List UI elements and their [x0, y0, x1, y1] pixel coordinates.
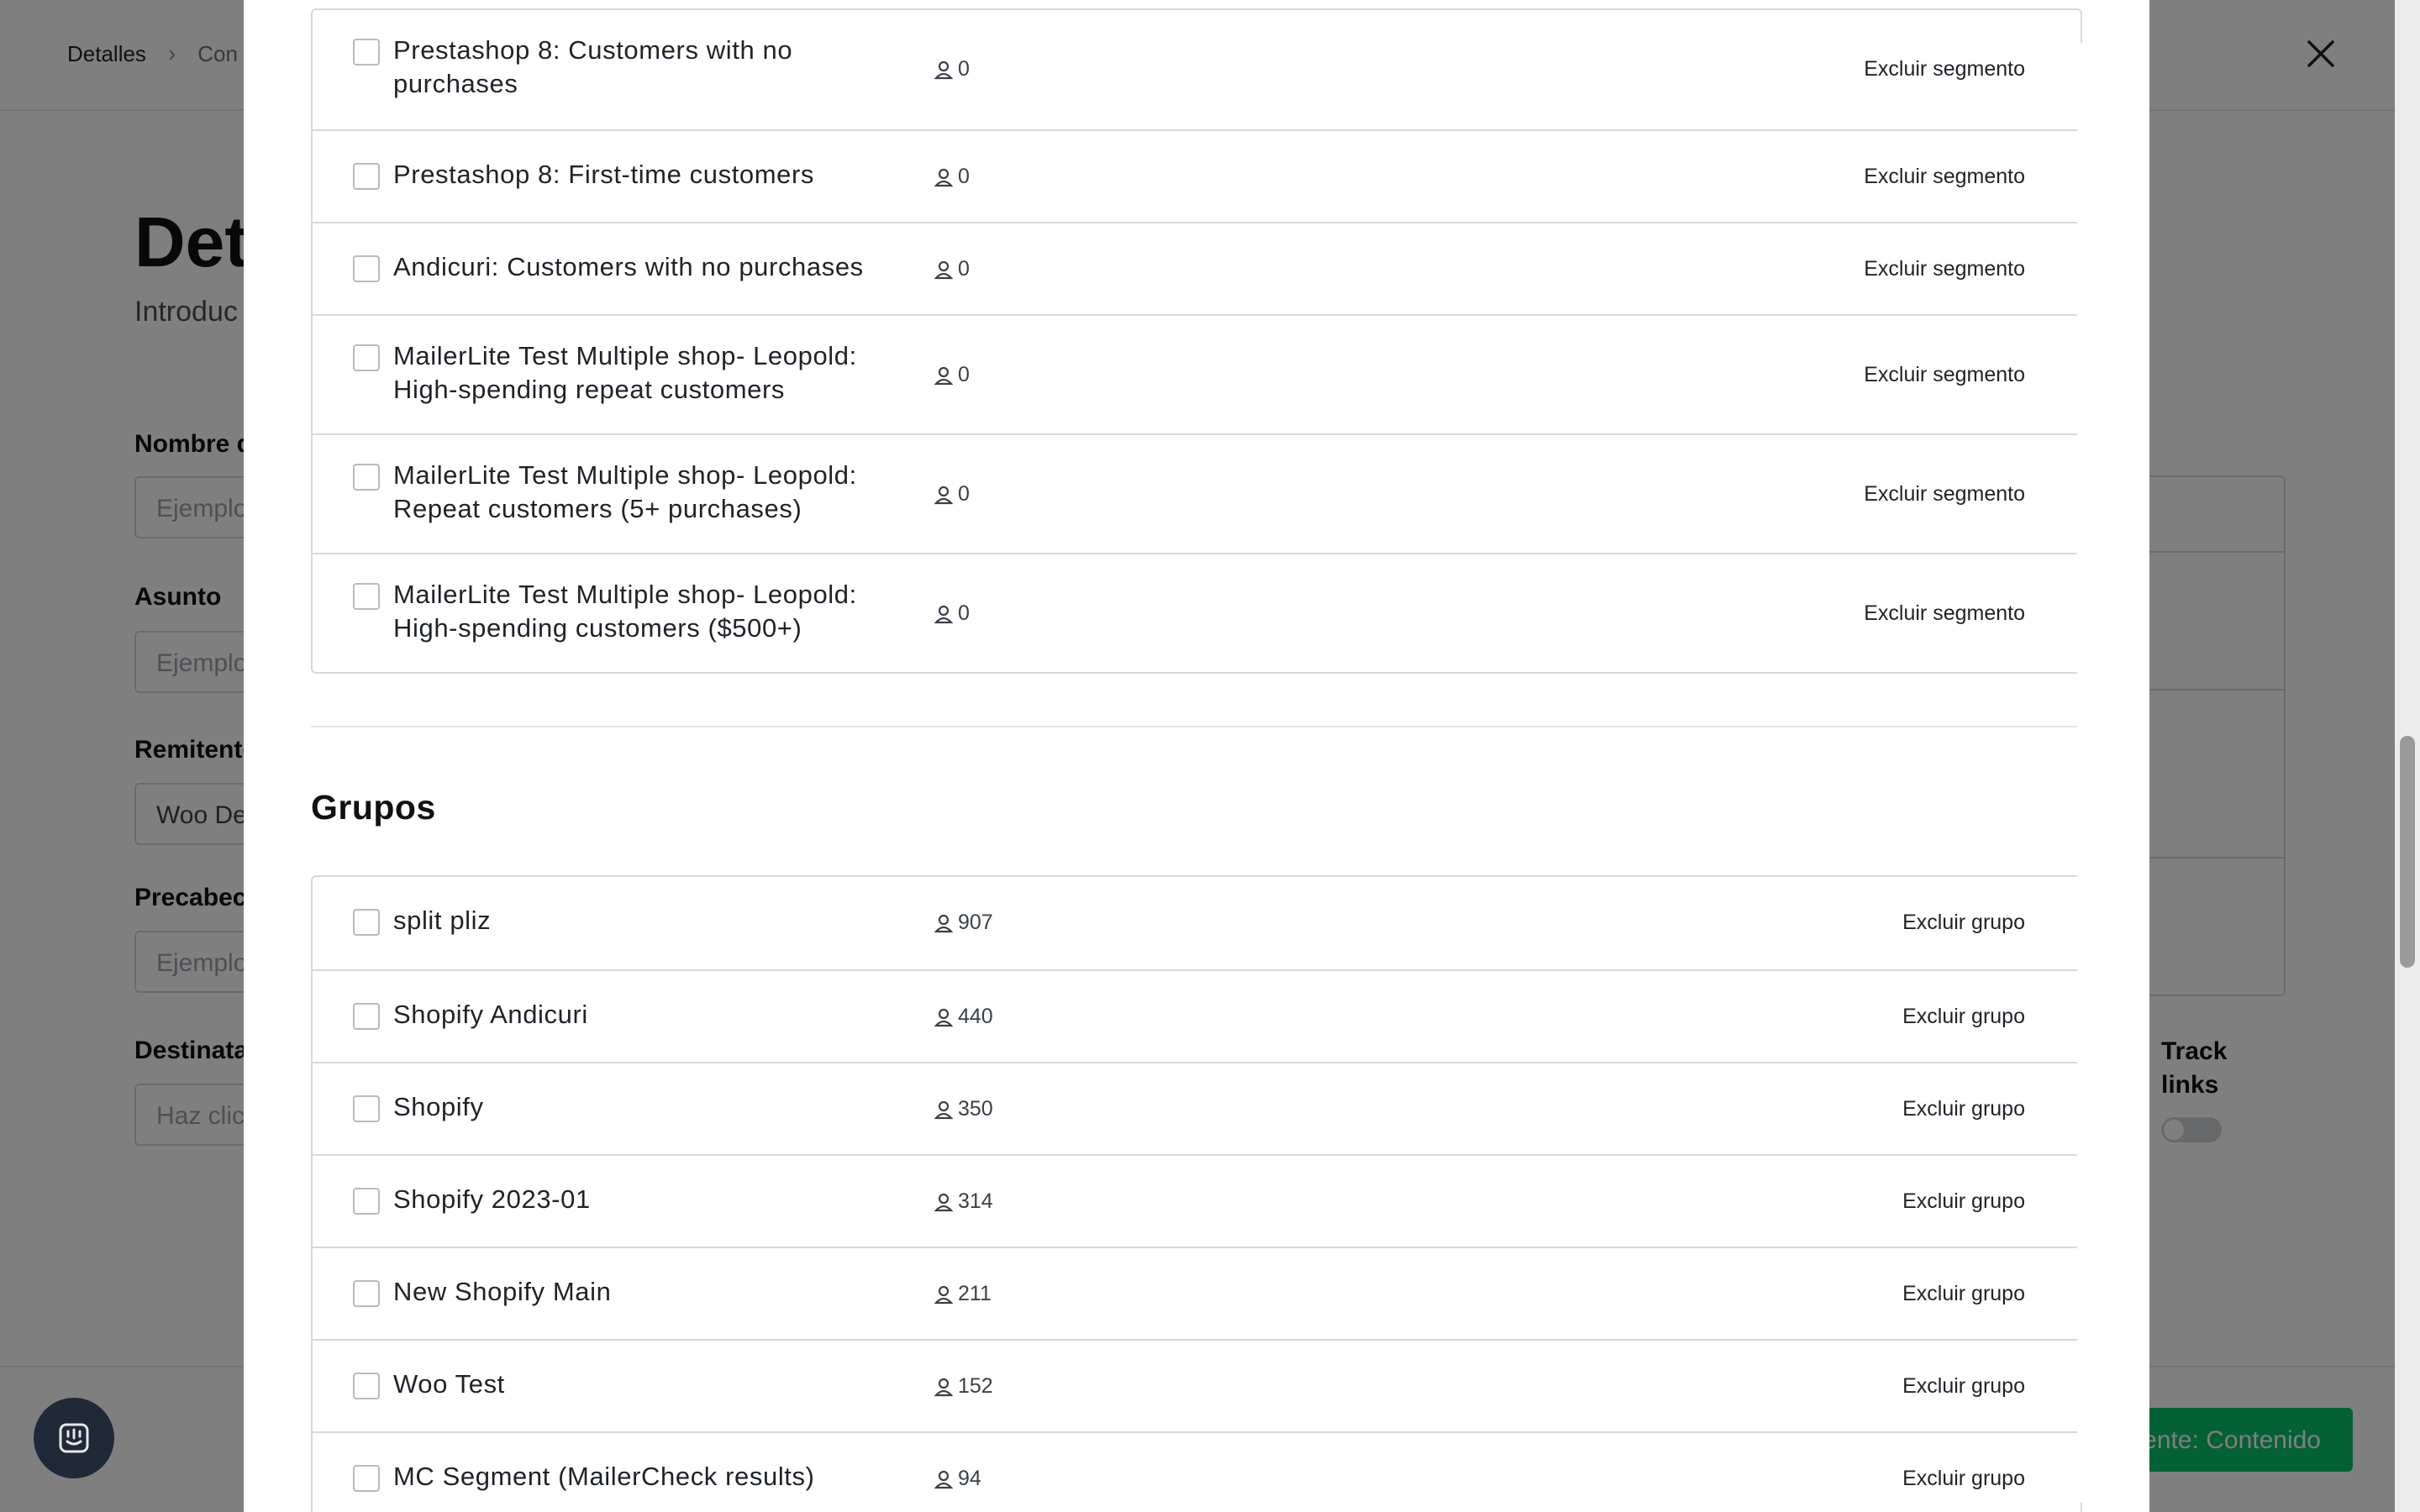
- subscriber-count: 0: [934, 57, 970, 81]
- segment-name: MailerLite Test Multiple shop- Leopold: High-spending repeat customers: [393, 341, 857, 404]
- segment-name: MailerLite Test Multiple shop- Leopold: Repeat customers (5+ purchases): [393, 460, 857, 523]
- subscriber-count: 0: [934, 257, 970, 281]
- user-icon: [934, 485, 953, 505]
- subscriber-count: 0: [934, 165, 970, 189]
- group-name: MC Segment (MailerCheck results): [393, 1462, 815, 1491]
- subscriber-count: 907: [934, 911, 993, 935]
- list-item[interactable]: [313, 1062, 2081, 1154]
- group-name: split pliz: [393, 906, 492, 935]
- segment-name: Prestashop 8: First-time customers: [393, 160, 815, 189]
- segment-checkbox[interactable]: [353, 344, 380, 371]
- user-icon: [934, 60, 953, 80]
- user-icon: [934, 913, 953, 933]
- exclude-group-button[interactable]: Excluir grupo: [1902, 1374, 2025, 1398]
- group-name: New Shopify Main: [393, 1277, 612, 1306]
- user-icon: [934, 1377, 953, 1397]
- subscriber-count: 440: [934, 1005, 993, 1029]
- subscriber-count: 0: [934, 363, 970, 387]
- group-checkbox[interactable]: [353, 1188, 380, 1215]
- group-name: Shopify: [393, 1092, 484, 1121]
- exclude-group-button[interactable]: Excluir grupo: [1902, 1467, 2025, 1490]
- user-icon: [934, 604, 953, 624]
- exclude-segment-button[interactable]: Excluir segmento: [1864, 601, 2025, 625]
- list-item[interactable]: [313, 553, 2081, 672]
- group-checkbox[interactable]: [353, 1003, 380, 1030]
- group-checkbox[interactable]: [353, 1373, 380, 1399]
- user-icon: [934, 365, 953, 386]
- list-item[interactable]: [313, 1339, 2081, 1431]
- exclude-group-button[interactable]: Excluir grupo: [1902, 1189, 2025, 1213]
- user-icon: [934, 1100, 953, 1120]
- scroll-thumb[interactable]: [2400, 736, 2415, 968]
- recipients-modal: [244, 0, 2149, 1512]
- subscriber-count: 152: [934, 1374, 993, 1399]
- list-item[interactable]: [313, 129, 2081, 222]
- list-item[interactable]: [313, 314, 2081, 433]
- list-item[interactable]: [313, 1247, 2081, 1339]
- segment-checkbox[interactable]: [353, 464, 380, 491]
- list-item[interactable]: [313, 969, 2081, 1062]
- exclude-segment-button[interactable]: Excluir segmento: [1864, 165, 2025, 188]
- segment-checkbox[interactable]: [353, 39, 380, 66]
- subscriber-count: 0: [934, 482, 970, 507]
- group-checkbox[interactable]: [353, 1280, 380, 1307]
- exclude-segment-button[interactable]: Excluir segmento: [1864, 257, 2025, 281]
- segment-checkbox[interactable]: [353, 583, 380, 610]
- exclude-group-button[interactable]: Excluir grupo: [1902, 911, 2025, 934]
- segment-checkbox[interactable]: [353, 255, 380, 282]
- list-item[interactable]: [313, 10, 2081, 129]
- user-icon: [934, 1284, 953, 1305]
- subscriber-count: 350: [934, 1097, 993, 1121]
- group-checkbox[interactable]: [353, 1095, 380, 1122]
- group-name: Shopify 2023-01: [393, 1184, 591, 1214]
- exclude-segment-button[interactable]: Excluir segmento: [1864, 57, 2025, 81]
- user-icon: [934, 1007, 953, 1027]
- groups-list: [311, 875, 2082, 1512]
- subscriber-count: 211: [934, 1282, 992, 1306]
- list-item[interactable]: [313, 222, 2081, 314]
- segment-name: MailerLite Test Multiple shop- Leopold: High-spending customers ($500+): [393, 580, 857, 643]
- segment-name: Prestashop 8: Customers with no purchases: [393, 35, 793, 98]
- list-item[interactable]: [313, 1154, 2081, 1247]
- user-icon: [934, 260, 953, 280]
- user-icon: [934, 1192, 953, 1212]
- exclude-segment-button[interactable]: Excluir segmento: [1864, 482, 2025, 506]
- list-item[interactable]: [313, 433, 2081, 553]
- exclude-group-button[interactable]: Excluir grupo: [1902, 1005, 2025, 1028]
- group-name: Woo Test: [393, 1369, 505, 1399]
- exclude-column-highlight: [2077, 39, 2149, 1507]
- list-item[interactable]: [313, 877, 2081, 969]
- group-name: Shopify Andicuri: [393, 1000, 588, 1029]
- exclude-segment-button[interactable]: Excluir segmento: [1864, 363, 2025, 386]
- subscriber-count: 0: [934, 601, 970, 626]
- group-checkbox[interactable]: [353, 1465, 380, 1492]
- user-icon: [934, 1469, 953, 1489]
- user-icon: [934, 167, 953, 187]
- subscriber-count: 314: [934, 1189, 993, 1214]
- exclude-group-button[interactable]: Excluir grupo: [1902, 1097, 2025, 1121]
- segment-checkbox[interactable]: [353, 163, 380, 190]
- list-item[interactable]: [313, 1431, 2081, 1512]
- segment-name: Andicuri: Customers with no purchases: [393, 252, 864, 281]
- section-divider: [311, 726, 2082, 727]
- exclude-group-button[interactable]: Excluir grupo: [1902, 1282, 2025, 1305]
- chat-icon[interactable]: [34, 1398, 114, 1478]
- group-checkbox[interactable]: [353, 909, 380, 936]
- groups-title: Grupos: [311, 788, 436, 827]
- subscriber-count: 94: [934, 1467, 981, 1491]
- page-scrollbar[interactable]: [2395, 0, 2420, 1512]
- segments-list: [311, 8, 2082, 674]
